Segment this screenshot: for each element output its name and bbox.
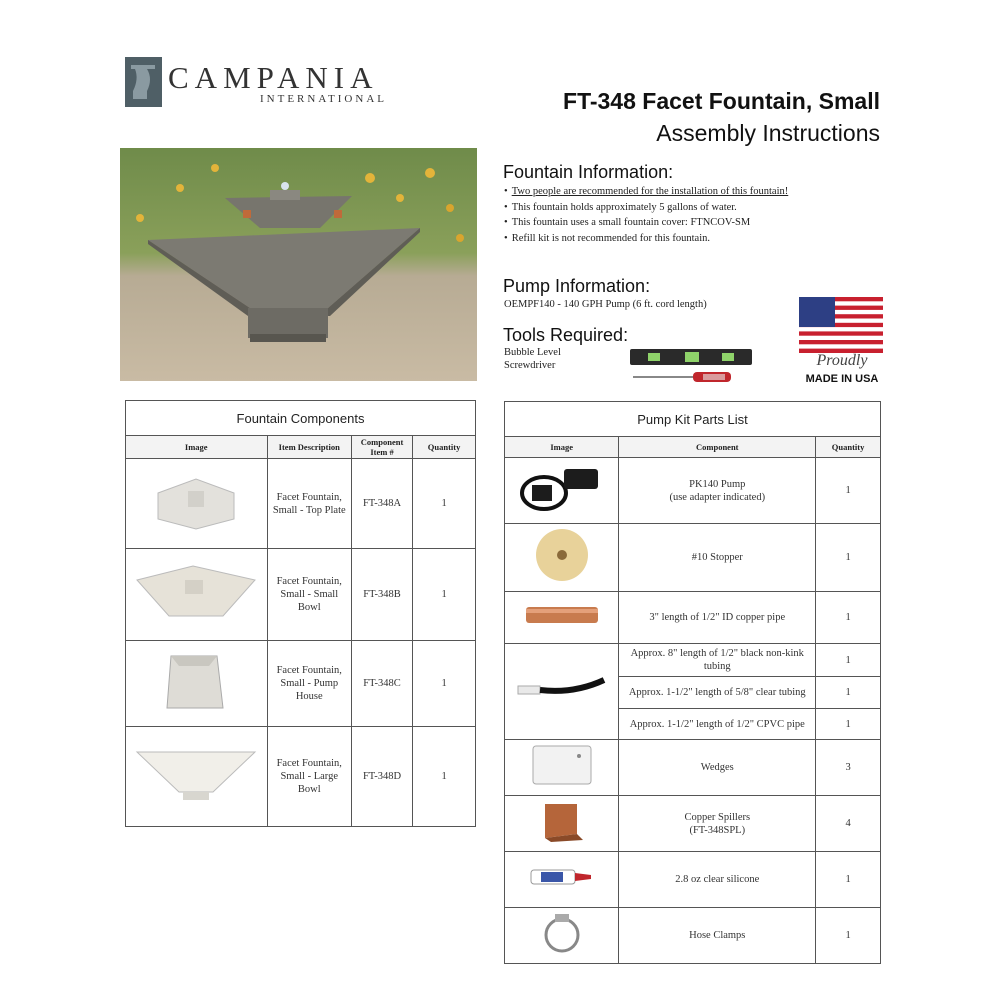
- brand-name: CAMPANIA: [168, 60, 379, 95]
- table-row: [505, 740, 881, 796]
- hose-clamp-image: [505, 908, 619, 964]
- table-row: [505, 458, 881, 524]
- table-row: [505, 524, 881, 592]
- item-number: FT-348D: [351, 727, 412, 827]
- kit-component: Approx. 8" length of 1/2" black non-kink tubing: [619, 644, 816, 677]
- pump-info-heading: Pump Information:: [503, 276, 651, 296]
- item-number: FT-348A: [351, 459, 412, 549]
- table-row: [505, 592, 881, 644]
- kit-component: Approx. 1-1/2" length of 5/8" clear tubing: [619, 677, 816, 709]
- brand-logo-mark: [125, 57, 162, 107]
- copper-spillers-image: [505, 796, 619, 852]
- wedges-image: [505, 740, 619, 796]
- kit-quantity: 1: [816, 458, 881, 524]
- tools-heading: Tools Required:: [503, 325, 629, 345]
- column-header-image: Image: [126, 436, 268, 459]
- silicone-image: [505, 852, 619, 908]
- pump-info-text: OEMPF140 - 140 GPH Pump (6 ft. cord length): [504, 299, 707, 310]
- stopper-image: [505, 524, 619, 592]
- column-header-quantity: Quantity: [816, 437, 881, 458]
- fountain-info-item: • This fountain uses a small fountain cover: FTNCOV-SM: [504, 215, 864, 231]
- pump-image: [505, 458, 619, 524]
- copper-pipe-image: [505, 592, 619, 644]
- column-header-description: Item Description: [267, 436, 351, 459]
- column-header-quantity: Quantity: [413, 436, 476, 459]
- page-title: FT-348 Facet Fountain, Small: [563, 88, 880, 114]
- item-description: Facet Fountain, Small - Top Plate: [267, 459, 351, 549]
- item-quantity: 1: [413, 459, 476, 549]
- kit-component: 3" length of 1/2" ID copper pipe: [619, 592, 816, 644]
- kit-quantity: 1: [816, 908, 881, 964]
- item-number: FT-348B: [351, 549, 412, 641]
- tubing-image: [505, 644, 619, 740]
- table-row: [126, 641, 476, 727]
- fountain-info-heading: Fountain Information:: [503, 162, 674, 182]
- item-number: FT-348C: [351, 641, 412, 727]
- top-plate-image: [126, 459, 268, 549]
- table-row: [126, 727, 476, 827]
- item-description: Facet Fountain, Small - Pump House: [267, 641, 351, 727]
- pump-kit-parts-table: [504, 401, 881, 964]
- kit-component: PK140 Pump (use adapter indicated): [619, 458, 816, 524]
- item-description: Facet Fountain, Small - Large Bowl: [267, 727, 351, 827]
- kit-table-title: Pump Kit Parts List: [505, 402, 881, 437]
- table-row: [126, 549, 476, 641]
- column-header-image: Image: [505, 437, 619, 458]
- kit-component: #10 Stopper: [619, 524, 816, 592]
- column-header-item-number: Component Item #: [351, 436, 412, 459]
- kit-component: Approx. 1-1/2" length of 1/2" CPVC pipe: [619, 709, 816, 740]
- components-table-title: Fountain Components: [126, 401, 476, 436]
- item-description: Facet Fountain, Small - Small Bowl: [267, 549, 351, 641]
- bubble-level-icon: [630, 346, 752, 373]
- screwdriver-icon: [633, 370, 733, 389]
- brand-subtitle: INTERNATIONAL: [260, 93, 387, 105]
- kit-component: 2.8 oz clear silicone: [619, 852, 816, 908]
- item-quantity: 1: [413, 549, 476, 641]
- kit-quantity: 1: [816, 852, 881, 908]
- fountain-info-item: • Two people are recommended for the installation of this fountain!: [504, 184, 864, 200]
- fountain-info-list: [504, 184, 864, 246]
- table-row: [505, 852, 881, 908]
- item-quantity: 1: [413, 641, 476, 727]
- kit-quantity: 1: [816, 592, 881, 644]
- table-row: [505, 644, 881, 677]
- kit-quantity: 1: [816, 644, 881, 677]
- fountain-info-item: • Refill kit is not recommended for this fountain.: [504, 231, 864, 247]
- table-row: [126, 459, 476, 549]
- made-in-script: Proudly: [816, 352, 868, 369]
- item-quantity: 1: [413, 727, 476, 827]
- fountain-info-item: • This fountain holds approximately 5 gallons of water.: [504, 200, 864, 216]
- column-header-component: Component: [619, 437, 816, 458]
- kit-component: Copper Spillers (FT-348SPL): [619, 796, 816, 852]
- kit-component: Wedges: [619, 740, 816, 796]
- table-row: [505, 796, 881, 852]
- usa-flag-icon: [799, 297, 883, 358]
- made-in-usa-label: MADE IN USA: [805, 373, 879, 385]
- kit-quantity: 1: [816, 524, 881, 592]
- pump-house-image: [126, 641, 268, 727]
- kit-quantity: 4: [816, 796, 881, 852]
- tool-item: Bubble Level: [504, 347, 561, 358]
- large-bowl-image: [126, 727, 268, 827]
- kit-quantity: 1: [816, 709, 881, 740]
- page-subtitle: Assembly Instructions: [656, 120, 880, 146]
- fountain-components-table: [125, 400, 476, 827]
- kit-quantity: 3: [816, 740, 881, 796]
- tool-item: Screwdriver: [504, 360, 556, 371]
- kit-quantity: 1: [816, 677, 881, 709]
- small-bowl-image: [126, 549, 268, 641]
- table-row: [505, 908, 881, 964]
- fountain-photo: [120, 148, 477, 381]
- kit-component: Hose Clamps: [619, 908, 816, 964]
